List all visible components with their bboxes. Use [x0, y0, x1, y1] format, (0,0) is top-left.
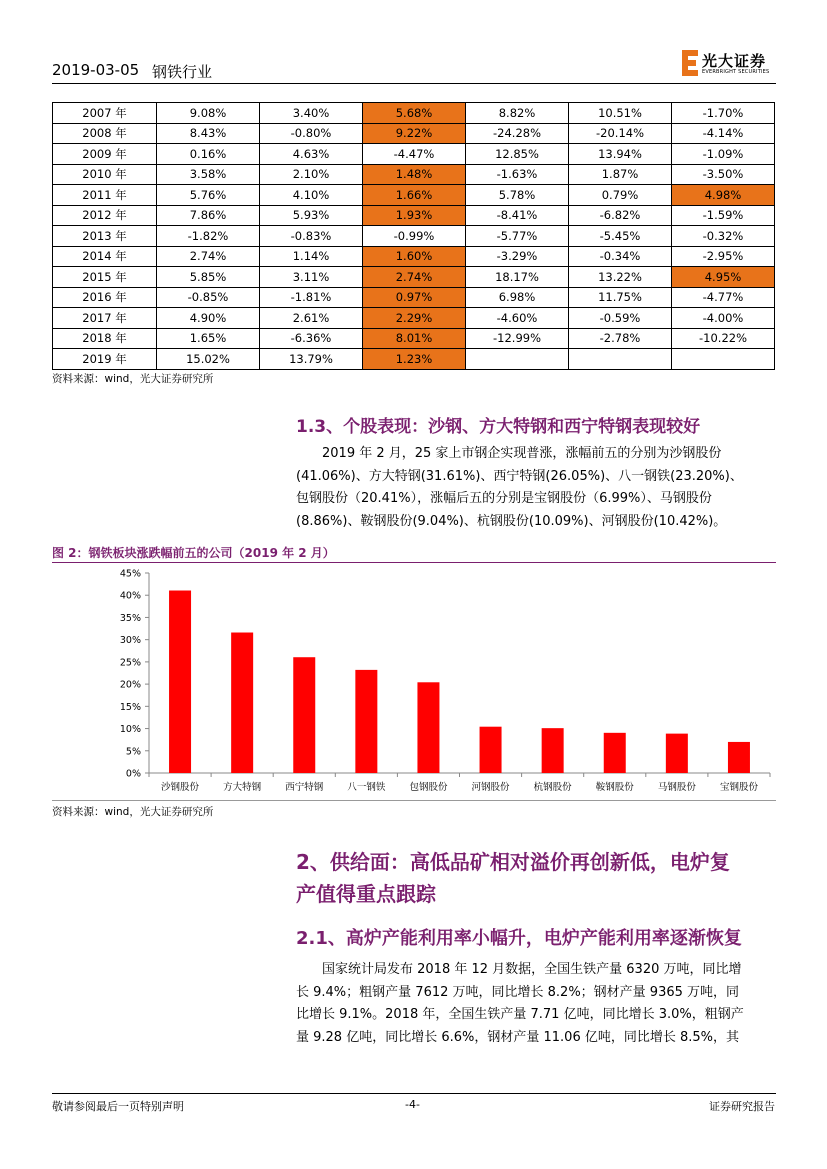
table-cell: -5.45%: [569, 226, 672, 247]
table-cell: 0.79%: [569, 185, 672, 206]
table-cell: -6.36%: [260, 328, 363, 349]
table-cell: 13.94%: [569, 144, 672, 165]
table-cell: -20.14%: [569, 123, 672, 144]
table-cell: 4.98%: [672, 185, 775, 206]
table-cell: 3.40%: [260, 103, 363, 124]
table-cell: 2.29%: [363, 308, 466, 329]
table-cell: -6.82%: [569, 205, 672, 226]
table-source: 资料来源：wind，光大证券研究所: [52, 373, 214, 385]
table-cell: 1.14%: [260, 246, 363, 267]
bar: [542, 728, 564, 773]
table-cell: -0.83%: [260, 226, 363, 247]
para-line: 包钢股份（20.41%），涨幅后五的分别是宝钢股份（6.99%）、马钢股份: [296, 491, 712, 506]
table-year-cell: 2011 年: [53, 185, 157, 206]
x-tick-label: 沙钢股份: [161, 782, 200, 793]
x-tick-label: 杭钢股份: [533, 782, 572, 793]
x-tick-label: 包钢股份: [409, 782, 448, 793]
table-cell: -2.78%: [569, 328, 672, 349]
table-year-cell: 2015 年: [53, 267, 157, 288]
table-row: [53, 103, 775, 124]
bar: [355, 670, 377, 773]
table-cell: 11.75%: [569, 287, 672, 308]
table-cell: 13.79%: [260, 349, 363, 370]
table-cell: 9.08%: [157, 103, 260, 124]
figure-bottom-divider: [52, 800, 776, 801]
table-cell: 4.90%: [157, 308, 260, 329]
table-year-cell: 2019 年: [53, 349, 157, 370]
footer-divider: [52, 1093, 776, 1094]
table-cell: 2.10%: [260, 164, 363, 185]
page-number: -4-: [405, 1098, 420, 1111]
section-2-1-heading: 2.1、高炉产能利用率小幅升，电炉产能利用率逐渐恢复: [296, 928, 742, 949]
para-line: (8.86%)、鞍钢股份(9.04%)、杭钢股份(10.09%)、河钢股份(10.42%)。: [296, 513, 727, 529]
table-cell: 8.82%: [466, 103, 569, 124]
table-row: [53, 246, 775, 267]
header-divider: [52, 83, 776, 84]
table-year-cell: 2018 年: [53, 328, 157, 349]
table-cell: -1.63%: [466, 164, 569, 185]
bar-chart: [52, 562, 776, 798]
footer-disclaimer: 敬请参阅最后一页特别声明: [52, 1100, 184, 1113]
table-cell: -10.22%: [672, 328, 775, 349]
table-row: [53, 226, 775, 247]
table-year-cell: 2009 年: [53, 144, 157, 165]
table-cell: -0.85%: [157, 287, 260, 308]
table-cell: -0.34%: [569, 246, 672, 267]
y-tick-label: 25%: [119, 657, 141, 669]
x-tick-label: 西宁特钢: [285, 782, 324, 793]
table-cell: 8.43%: [157, 123, 260, 144]
table-cell: [569, 349, 672, 370]
x-tick-label: 鞍钢股份: [595, 782, 634, 793]
section-1-3-heading: 1.3、个股表现：沙钢、方大特钢和西宁特钢表现较好: [296, 417, 701, 437]
table-cell: 1.23%: [363, 349, 466, 370]
table-cell: -4.47%: [363, 144, 466, 165]
table-year-cell: 2013 年: [53, 226, 157, 247]
table-cell: 13.22%: [569, 267, 672, 288]
table-cell: 1.87%: [569, 164, 672, 185]
table-cell: -4.60%: [466, 308, 569, 329]
table-cell: -5.77%: [466, 226, 569, 247]
table-cell: -0.32%: [672, 226, 775, 247]
table-cell: -4.00%: [672, 308, 775, 329]
table-cell: -0.99%: [363, 226, 466, 247]
table-cell: 18.17%: [466, 267, 569, 288]
table-cell: -4.14%: [672, 123, 775, 144]
table-year-cell: 2014 年: [53, 246, 157, 267]
bar: [169, 591, 191, 773]
table-year-cell: 2016 年: [53, 287, 157, 308]
section-1-3-paragraph: [296, 443, 776, 533]
table-year-cell: 2017 年: [53, 308, 157, 329]
para-line: 量 9.28 亿吨，同比增长 6.6%，钢材产量 11.06 亿吨，同比增长 8.5%，其: [296, 1029, 740, 1045]
table-cell: -8.41%: [466, 205, 569, 226]
table-row: [53, 144, 775, 165]
table-row: [53, 328, 775, 349]
table-row: [53, 205, 775, 226]
table-cell: 9.22%: [363, 123, 466, 144]
table-cell: 3.58%: [157, 164, 260, 185]
table-cell: 5.93%: [260, 205, 363, 226]
y-tick-label: 20%: [119, 679, 141, 691]
table-cell: 3.11%: [260, 267, 363, 288]
table-cell: 2.74%: [157, 246, 260, 267]
y-tick-label: 5%: [125, 746, 141, 758]
table-cell: 15.02%: [157, 349, 260, 370]
para-line: 比增长 9.1%。2018 年，全国生铁产量 7.71 亿吨，同比增长 3.0%，粗钢产: [296, 1007, 744, 1022]
bar: [666, 734, 688, 773]
table-row: [53, 287, 775, 308]
para-line: 2019 年 2 月，25 家上市钢企实现普涨，涨幅前五的分别为沙钢股份: [322, 446, 722, 461]
section-2-heading-line: 产值得重点跟踪: [296, 882, 436, 906]
table-cell: 2.74%: [363, 267, 466, 288]
table-cell: 4.63%: [260, 144, 363, 165]
table-cell: -3.29%: [466, 246, 569, 267]
table-cell: 5.68%: [363, 103, 466, 124]
table-cell: 0.16%: [157, 144, 260, 165]
report-date: 2019-03-05: [52, 61, 140, 79]
para-line: (41.06%)、方大特钢(31.61%)、西宁特钢(26.05%)、八一钢铁(23.20%)、: [296, 468, 743, 484]
table-cell: -1.09%: [672, 144, 775, 165]
table-cell: 2.61%: [260, 308, 363, 329]
bar: [417, 682, 439, 773]
section-2-heading-line: 2、供给面：高低品矿相对溢价再创新低，电炉复: [296, 850, 730, 874]
table-cell: 6.98%: [466, 287, 569, 308]
table-cell: 5.85%: [157, 267, 260, 288]
table-year-cell: 2012 年: [53, 205, 157, 226]
table-cell: 5.78%: [466, 185, 569, 206]
table-cell: -0.59%: [569, 308, 672, 329]
logo-cn-text: 光大证券: [702, 52, 767, 70]
x-tick-label: 方大特钢: [223, 782, 262, 793]
table-cell: 7.86%: [157, 205, 260, 226]
x-tick-label: 河钢股份: [471, 782, 510, 793]
returns-table: [52, 102, 775, 370]
table-row: [53, 267, 775, 288]
table-cell: [672, 349, 775, 370]
table-cell: -24.28%: [466, 123, 569, 144]
bar: [231, 633, 253, 773]
everbright-logo-icon: [682, 50, 698, 76]
para-line: 国家统计局发布 2018 年 12 月数据，全国生铁产量 6320 万吨，同比增: [322, 962, 742, 977]
table-cell: 1.65%: [157, 328, 260, 349]
y-tick-label: 40%: [119, 590, 141, 602]
table-cell: 4.95%: [672, 267, 775, 288]
table-cell: 0.97%: [363, 287, 466, 308]
table-row: [53, 164, 775, 185]
table-cell: 12.85%: [466, 144, 569, 165]
section-2-heading: [296, 846, 776, 910]
table-cell: 8.01%: [363, 328, 466, 349]
x-tick-label: 马钢股份: [657, 782, 696, 793]
figure-2-title: 图 2：钢铁板块涨跌幅前五的公司（2019 年 2 月）: [52, 546, 335, 560]
table-cell: -1.59%: [672, 205, 775, 226]
table-cell: 1.66%: [363, 185, 466, 206]
table-cell: -3.50%: [672, 164, 775, 185]
bar: [728, 742, 750, 773]
company-logo: [682, 48, 782, 80]
x-tick-label: 宝钢股份: [719, 782, 758, 793]
logo-en-text: EVERBRIGHT SECURITIES: [702, 69, 770, 75]
table-cell: -1.70%: [672, 103, 775, 124]
table-row: [53, 185, 775, 206]
table-cell: -1.82%: [157, 226, 260, 247]
footer-report-type: 证券研究报告: [709, 1100, 775, 1113]
y-tick-label: 0%: [125, 768, 141, 780]
y-tick-label: 35%: [119, 612, 141, 624]
section-2-1-paragraph: [296, 959, 776, 1049]
table-cell: 1.93%: [363, 205, 466, 226]
table-year-cell: 2010 年: [53, 164, 157, 185]
y-tick-label: 10%: [119, 724, 141, 736]
table-cell: -0.80%: [260, 123, 363, 144]
table-cell: -4.77%: [672, 287, 775, 308]
table-cell: 10.51%: [569, 103, 672, 124]
x-tick-label: 八一钢铁: [347, 782, 386, 793]
table-cell: [466, 349, 569, 370]
table-cell: -12.99%: [466, 328, 569, 349]
figure-source: 资料来源：wind，光大证券研究所: [52, 806, 214, 818]
y-tick-label: 30%: [119, 635, 141, 647]
y-tick-label: 45%: [119, 568, 141, 580]
table-cell: -2.95%: [672, 246, 775, 267]
bar: [293, 657, 315, 773]
y-tick-label: 15%: [119, 701, 141, 713]
table-cell: 4.10%: [260, 185, 363, 206]
table-cell: 1.60%: [363, 246, 466, 267]
table-row: [53, 123, 775, 144]
industry-label: 钢铁行业: [152, 63, 213, 81]
table-year-cell: 2007 年: [53, 103, 157, 124]
table-row: [53, 308, 775, 329]
table-year-cell: 2008 年: [53, 123, 157, 144]
table-cell: 5.76%: [157, 185, 260, 206]
para-line: 长 9.4%；粗钢产量 7612 万吨，同比增长 8.2%；钢材产量 9365 万吨，同: [296, 984, 740, 1000]
bar: [604, 733, 626, 773]
bar: [480, 727, 502, 773]
table-cell: 1.48%: [363, 164, 466, 185]
table-row: [53, 349, 775, 370]
table-cell: -1.81%: [260, 287, 363, 308]
